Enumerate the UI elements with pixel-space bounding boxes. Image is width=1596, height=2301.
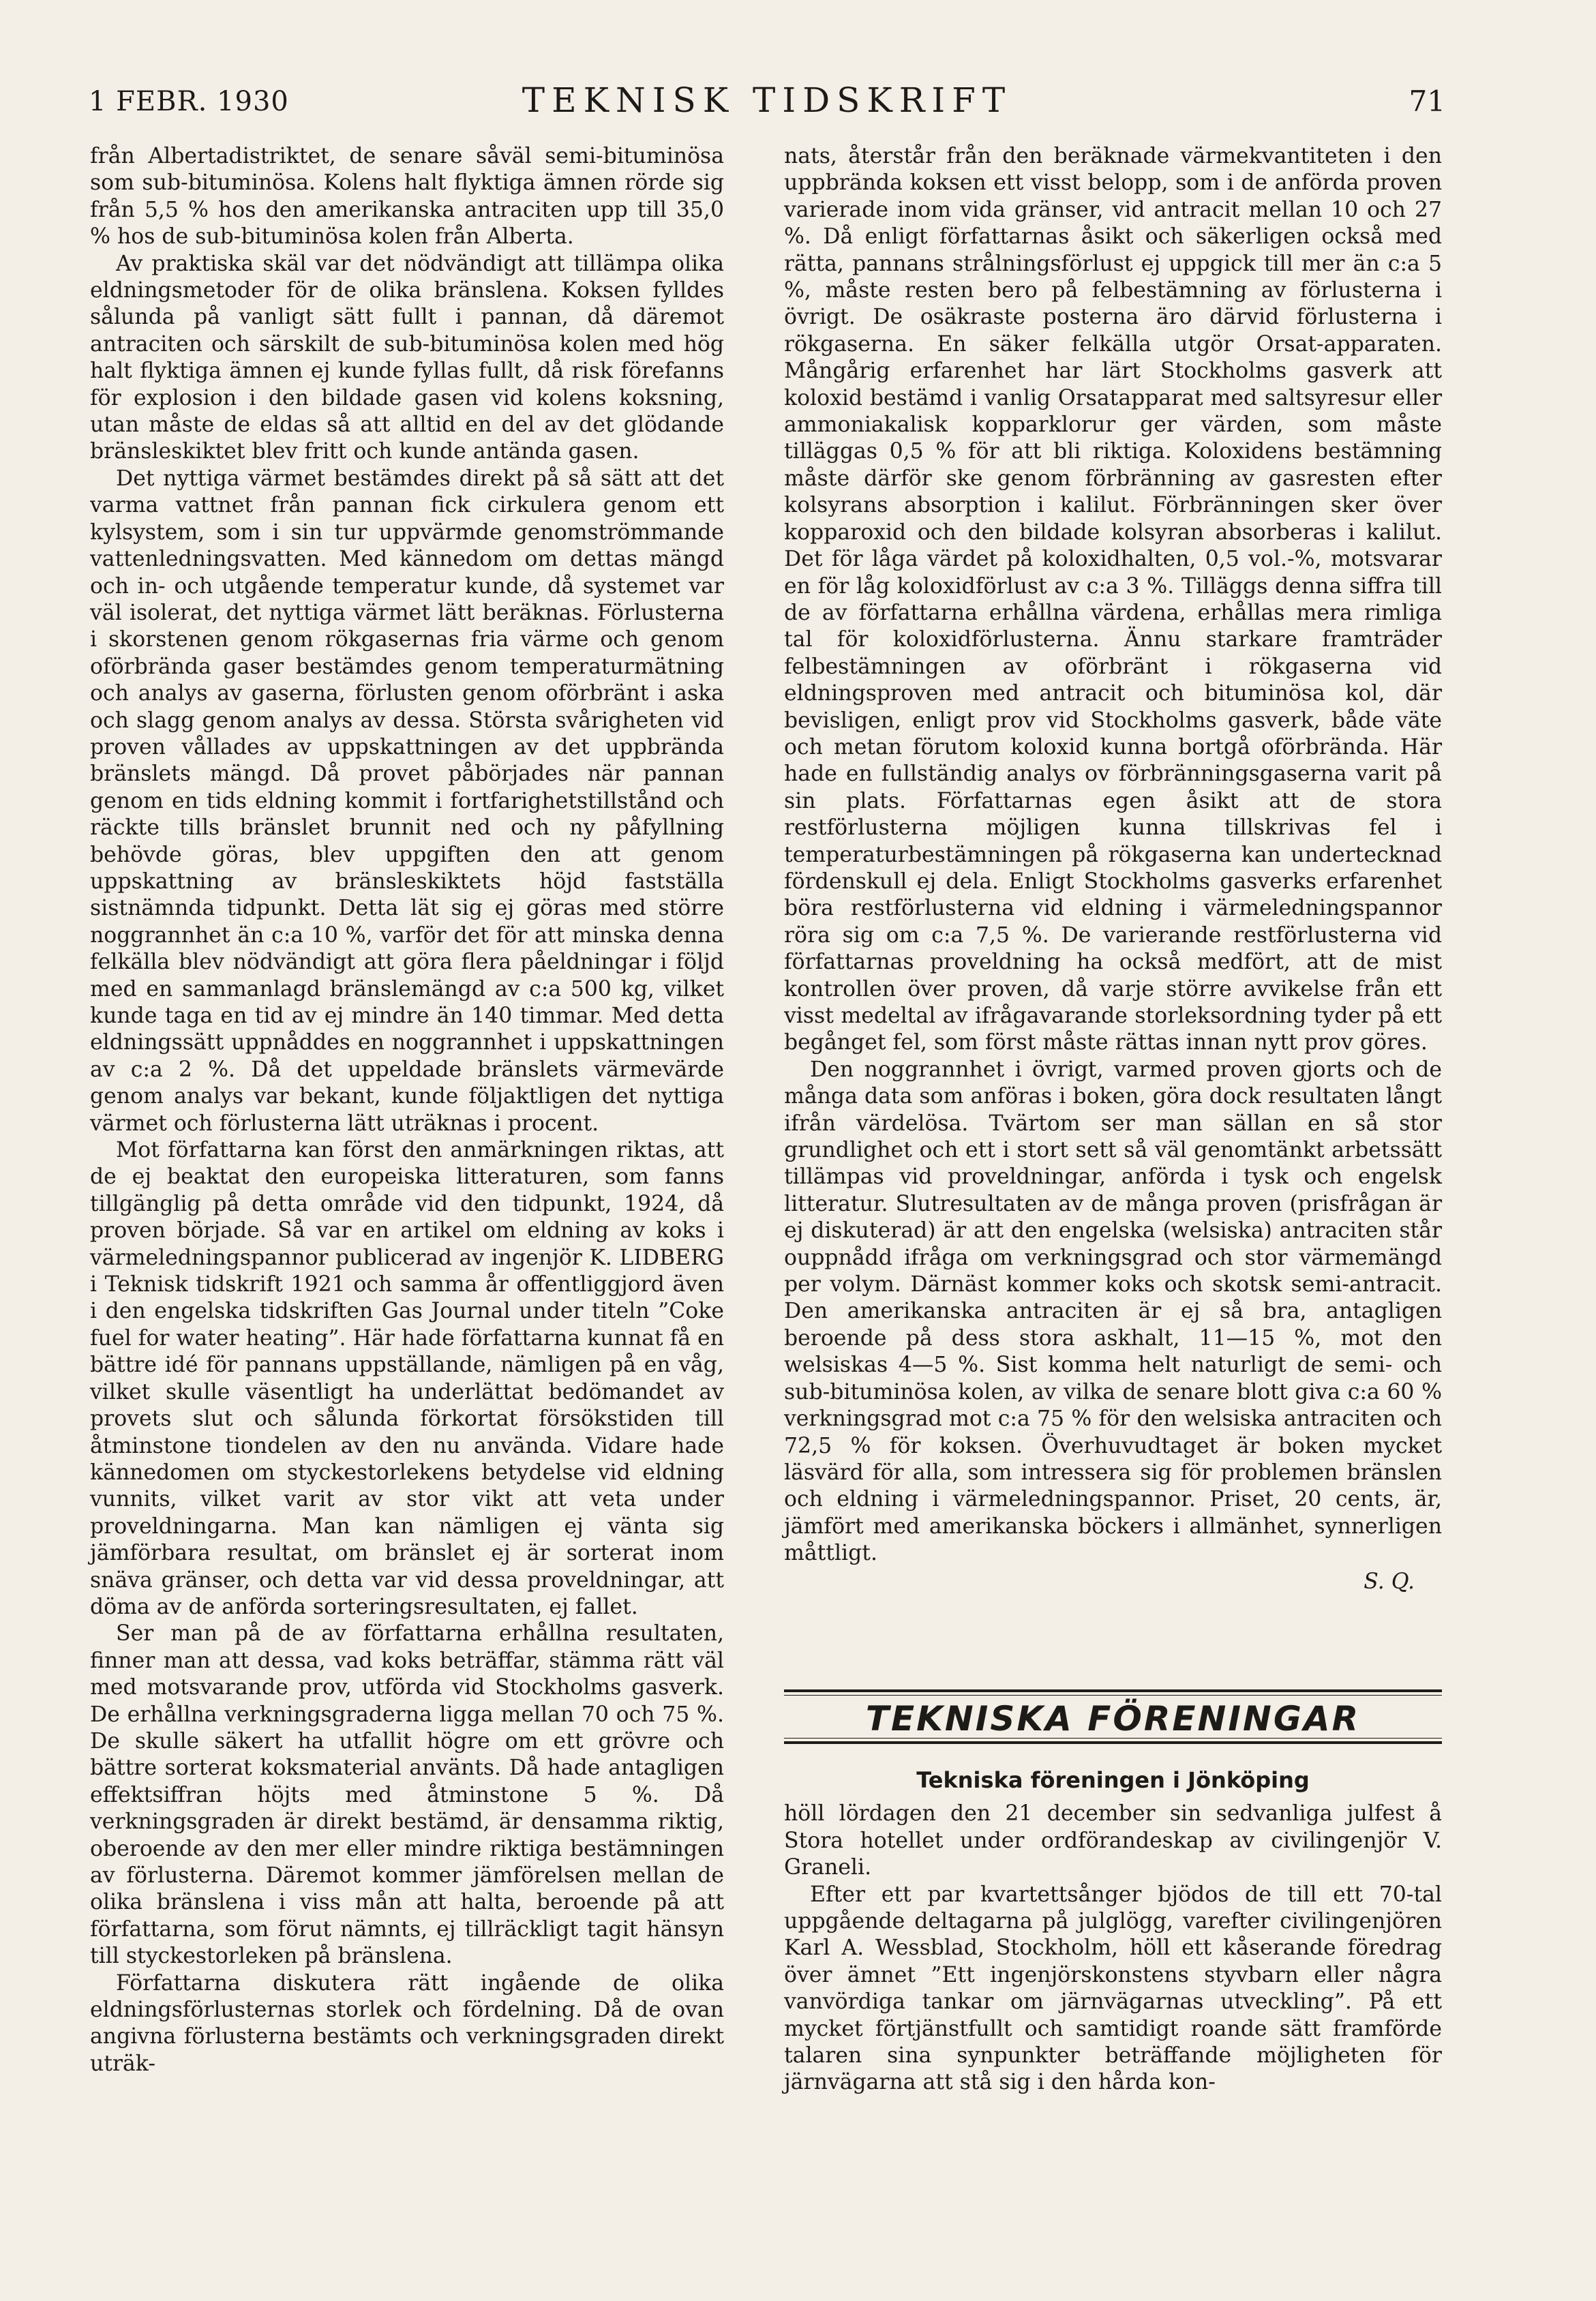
paragraph: Författarna diskutera rätt ingående de olika eldningsförlusternas storlek och fördelning. Då de ovan angivna förlusterna bestämts och verkningsgraden direkt uträk- (90, 1970, 724, 2076)
paragraph: Ser man på de av författarna erhållna resultaten, finner man att dessa, vad koks beträffar, stämma rätt väl med motsvarande prov, utförda vid Stockholms gasverk. De erhållna verkningsgraderna ligga mellan 70 och 75 %. De skulle säkert ha utfallit högre om ett grövre och bättre sorterat koksmaterial använts. Då hade antagligen effektsiffran höjts med åtminstone 5 %. Då verkningsgraden är direkt bestämd, är densamma riktig, oberoende av den mer eller mindre riktiga bestämningen av förlusterna. Däremot kommer jämförelsen mellan de olika bränslena i viss mån att halta, beroende på att författarna, som förut nämnts, ej tillräckligt tagit hänsyn till styckestorleken på bränslena. (90, 1621, 724, 1969)
rule (784, 1689, 1442, 1692)
issue-date: 1 FEBR. 1930 (89, 86, 289, 117)
left-column (90, 143, 724, 2223)
section-banner (784, 1689, 1442, 1744)
paragraph: från Albertadistriktet, de senare såväl semi-bituminösa som sub-bituminösa. Kolens halt flyktiga ämnen rörde sig från 5,5 % hos den amerikanska antraciten upp till 35,0 % hos de sub-bituminösa kolen från Alberta. (90, 144, 724, 250)
paragraph: Mot författarna kan först den anmärkningen riktas, att de ej beaktat den europeiska litteraturen, som fanns tillgänglig på detta område vid den tidpunkt, 1924, då proven började. Så var en artikel om eldning av koks i värmeledningspannor publicerad av ingenjör K. LIDBERG i Teknisk tidskrift 1921 och samma år offentliggjord även i den engelska tidskriften Gas Journal under titeln ”Coke fuel for water heating”. Här hade författarna kunnat få en bättre idé för pannans uppställande, nämligen på en våg, vilket skulle väsentligt ha underlättat bedömandet av provets slut och sålunda förkortat försökstiden till åtminstone tiondelen av den nu använda. Vidare hade kännedomen om styckestorlekens betydelse vid eldning vunnits, vilket varit av stor vikt att veta under proveldningarna. Man kan nämligen ej vänta sig jämförbara resultat, om bränslet ej är sorterat inom snäva gränser, och detta var vid dessa proveldningar, att döma av de anförda sorteringsresultaten, ej fallet. (90, 1138, 724, 1619)
right-column (784, 143, 1442, 1684)
paragraph: Det nyttiga värmet bestämdes direkt på så sätt att det varma vattnet från pannan fick cirkulera genom ett kylsystem, som i sin tur uppvärmde genomströmmande vattenledningsvatten. Med kännedom om dettas mängd och in- och utgående temperatur kunde, då systemet var väl isolerat, det nyttiga värmet lätt beräknas. Förlusterna i skorstenen genom rökgasernas fria värme och genom oförbrända gaser bestämdes genom temperaturmätning och analys av gaserna, förlusten genom oförbränt i aska och slagg genom analys av dessa. Största svårigheten vid proven vållades av uppskattningen av det uppbrända bränslets mängd. Då provet påbörjades när pannan genom en tids eldning kommit i fortfarighetstillstånd och räckte tills bränslet brunnit ned och ny påfyllning behövde göras, blev uppgiften den att genom uppskattning av bränsleskiktets höjd fastställa sistnämnda tidpunkt. Detta lät sig ej göras med större noggrannhet än c:a 10 %, varför det för att minska denna felkälla blev nödvändigt att göra flera påeldningar i följd med en sammanlagd bränslemängd av c:a 500 kg, vilket kunde taga en tid av ej mindre än 140 timmar. Med detta eldningssätt uppnåddes en noggrannhet i uppskattningen av c:a 2 %. Då det uppeldade bränslets värmevärde genom analys var bekant, kunde följaktligen det nyttiga värmet och förlusterna lätt uträknas i procent. (90, 466, 724, 1136)
section-body (784, 1767, 1442, 2096)
paragraph: höll lördagen den 21 december sin sedvanliga julfest å Stora hotellet under ordförandeskap av civilingenjör V. Graneli. (784, 1801, 1442, 1880)
paragraph: Efter ett par kvartettsånger bjödos de till ett 70-tal uppgående deltagarna på julglögg, varefter civilingenjören Karl A. Wessblad, Stockholm, höll ett kåserande föredrag över ämnet ”Ett ingenjörskonstens styvbarn eller några vanvördiga tankar om järnvägarnas utveckling”. På ett mycket förtjänstfullt och samtidigt roande sätt framförde talaren sina synpunkter beträffande möjligheten för järnvägarna att stå sig i den hårda kon- (784, 1882, 1442, 2095)
section-title: TEKNISKA FÖRENINGAR (865, 1699, 1361, 1739)
rule (784, 1741, 1442, 1744)
page-number: 71 (1409, 85, 1445, 118)
page-header (89, 80, 1445, 128)
author-signature: S. Q. (1364, 1569, 1415, 1594)
section-subheading: Tekniska föreningen i Jönköping (916, 1767, 1310, 1793)
paragraph: nats, återstår från den beräknade värmekvantiteten i den uppbrända koksen ett visst belopp, som i de anförda proven varierade inom vida gränser, vid antracit mellan 10 och 27 %. Då enligt författarnas åsikt och säkerligen också med rätta, pannans strålningsförlust ej uppgick till mer än c:a 5 %, måste resten bero på felbestämning av förlusterna i övrigt. De osäkraste posterna äro därvid förlusterna i rökgaserna. En säker felkälla utgör Orsat-apparaten. Mångårig erfarenhet har lärt Stockholms gasverk att koloxid bestämd i vanlig Orsatapparat med saltsyresur eller ammoniakalisk kopparklorur ger värden, som måste tilläggas 0,5 % för att bli riktiga. Koloxidens bestämning måste därför ske genom förbränning av gasresten efter kolsyrans absorption i kalilut. Förbränningen sker över kopparoxid och den bildade kolsyran absorberas i kalilut. Det för låga värdet på koloxidhalten, 0,5 vol.-%, motsvarar en för låg koloxidförlust av c:a 3 %. Tilläggs denna siffra till de av författarna erhållna värdena, erhållas mera rimliga tal för koloxidförlusterna. Ännu starkare framträder felbestämningen av oförbränt i rökgaserna vid eldningsproven med antracit och bituminösa kol, där bevisligen, enligt prov vid Stockholms gasverk, både väte och metan förutom koloxid kunna bortgå oförbrända. Här hade en fullständig analys ov förbränningsgaserna varit på sin plats. Författarnas egen åsikt att de stora restförlusterna möjligen kunna tillskrivas fel i temperaturbestämningen på rökgaserna kan undertecknad fördenskull ej dela. Enligt Stockholms gasverks erfarenhet böra restförlusterna vid eldning i värmeledningspannor röra sig om c:a 7,5 %. De varierande restförlusterna vid författarnas proveldning ha också medfört, att de mist kontrollen över proven, då varje större avvikelse från ett visst medeltal av ifrågavarande storleksordning tyder på ett begånget fel, som först måste rättas innan nytt prov göres. (784, 144, 1442, 1055)
rule (784, 1695, 1442, 1696)
paragraph: Den noggrannhet i övrigt, varmed proven gjorts och de många data som anföras i boken, göra dock resultaten långt ifrån värdelösa. Tvärtom ser man sällan en så stor grundlighet och ett i stort sett så väl genomtänkt arbetssätt tillämpas vid proveldningar, anförda i tysk och engelsk litteratur. Slutresultaten av de många proven (prisfrågan är ej diskuterad) är att den engelska (welsiska) antraciten står ouppnådd ifråga om verkningsgrad och stor värmemängd per volym. Därnäst kommer koks och skotsk semi-antracit. Den amerikanska antraciten är ej så bra, antagligen beroende på dess stora askhalt, 11—15 %, mot den welsiskas 4—5 %. Sist komma helt naturligt de semi- och sub-bituminösa kolen, av vilka de senare blott giva c:a 60 % verkningsgrad mot c:a 75 % för den welsiska antraciten och 72,5 % för koksen. Överhuvudtaget är boken mycket läsvärd för alla, som intressera sig för problemen bränslen och eldning i värmeledningspannor. Priset, 20 cents, är, jämfört med amerikanska böckers i allmänhet, synnerligen måttligt. (784, 1057, 1442, 1566)
paragraph: Av praktiska skäl var det nödvändigt att tillämpa olika eldningsmetoder för de olika bränslena. Koksen fylldes sålunda på vanligt sätt fullt i pannan, då däremot antraciten och särskilt de sub-bituminösa kolen med hög halt flyktiga ämnen ej kunde fyllas fullt, då risk förefanns för explosion i den bildade gasen vid kolens koksning, utan måste de eldas så att alltid en del av det glödande bränsleskiktet blev fritt och kunde antända gasen. (90, 251, 724, 464)
rule (784, 1738, 1442, 1739)
journal-title: TEKNISK TIDSKRIFT (522, 80, 1012, 120)
